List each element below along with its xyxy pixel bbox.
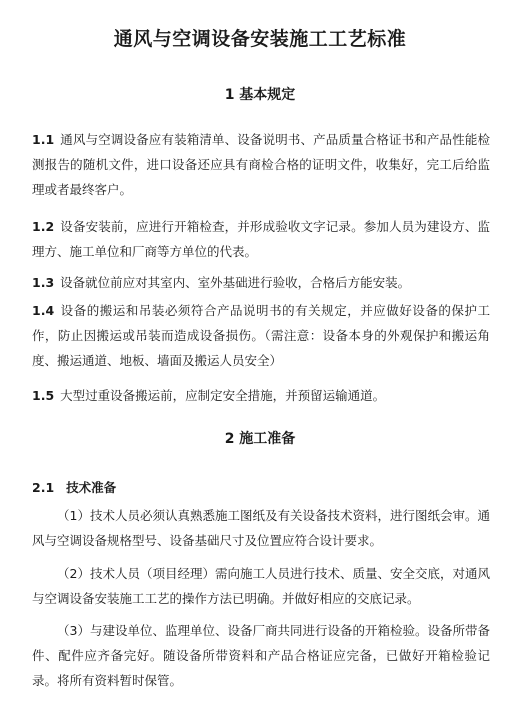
item-2-1-1: （1）技术人员必须认真熟悉施工图纸及有关设备技术资料，进行图纸会审。通风与空调设备规格型号、设备基础尺寸及位置应符合设计要求。 [32, 508, 490, 548]
clause-1-4 [32, 298, 490, 373]
clause-text: 大型过重设备搬运前，应制定安全措施，并预留运输通道。 [60, 388, 386, 403]
subsection-2-1-heading [32, 478, 116, 496]
clause-number: 1.5 [32, 388, 55, 403]
clause-text: 通风与空调设备应有装箱清单、设备说明书、产品质量合格证书和产品性能检测报告的随机文件，进口设备还应具有商检合格的证明文件，收集好，完工后给监理或者最终客户。 [32, 132, 490, 197]
item-2-1-2: （2）技术人员（项目经理）需向施工人员进行技术、质量、安全交底，对通风与空调设备安装施工工艺的操作方法已明确。并做好相应的交底记录。 [32, 566, 490, 606]
clause-1-3 [32, 270, 490, 295]
clause-text: 设备安装前，应进行开箱检查，并形成验收文字记录。参加人员为建设方、监理方、施工单位和厂商等方单位的代表。 [32, 219, 490, 259]
clause-number: 1.1 [32, 132, 55, 147]
section-1-heading: 1 基本规定 [224, 87, 296, 103]
subsection-label: 技术准备 [66, 480, 117, 495]
clause-number: 1.4 [32, 303, 55, 318]
clause-number: 1.2 [32, 219, 55, 234]
document-title: 通风与空调设备安装施工工艺标准 [113, 28, 407, 50]
clause-text: 设备就位前应对其室内、室外基础进行验收，合格后方能安装。 [60, 275, 411, 290]
clause-1-5 [32, 383, 490, 408]
item-2-1-3: （3）与建设单位、监理单位、设备厂商共同进行设备的开箱检验。设备所带备件、配件应齐备完好。随设备所带资料和产品合格证应完备，已做好开箱检验记录。将所有资料暂时保管。 [32, 623, 490, 688]
clause-1-1 [32, 127, 490, 202]
clause-number: 1.3 [32, 275, 55, 290]
section-2-heading: 2 施工准备 [224, 431, 296, 447]
clause-text: 设备的搬运和吊装必须符合产品说明书的有关规定，并应做好设备的保护工作，防止因搬运或吊装而造成设备损伤。（需注意：设备本身的外观保护和搬运角度、搬运通道、地板、墙面及搬运人员安全） [32, 303, 490, 368]
clause-1-2 [32, 214, 490, 264]
subsection-number: 2.1 [32, 480, 55, 495]
